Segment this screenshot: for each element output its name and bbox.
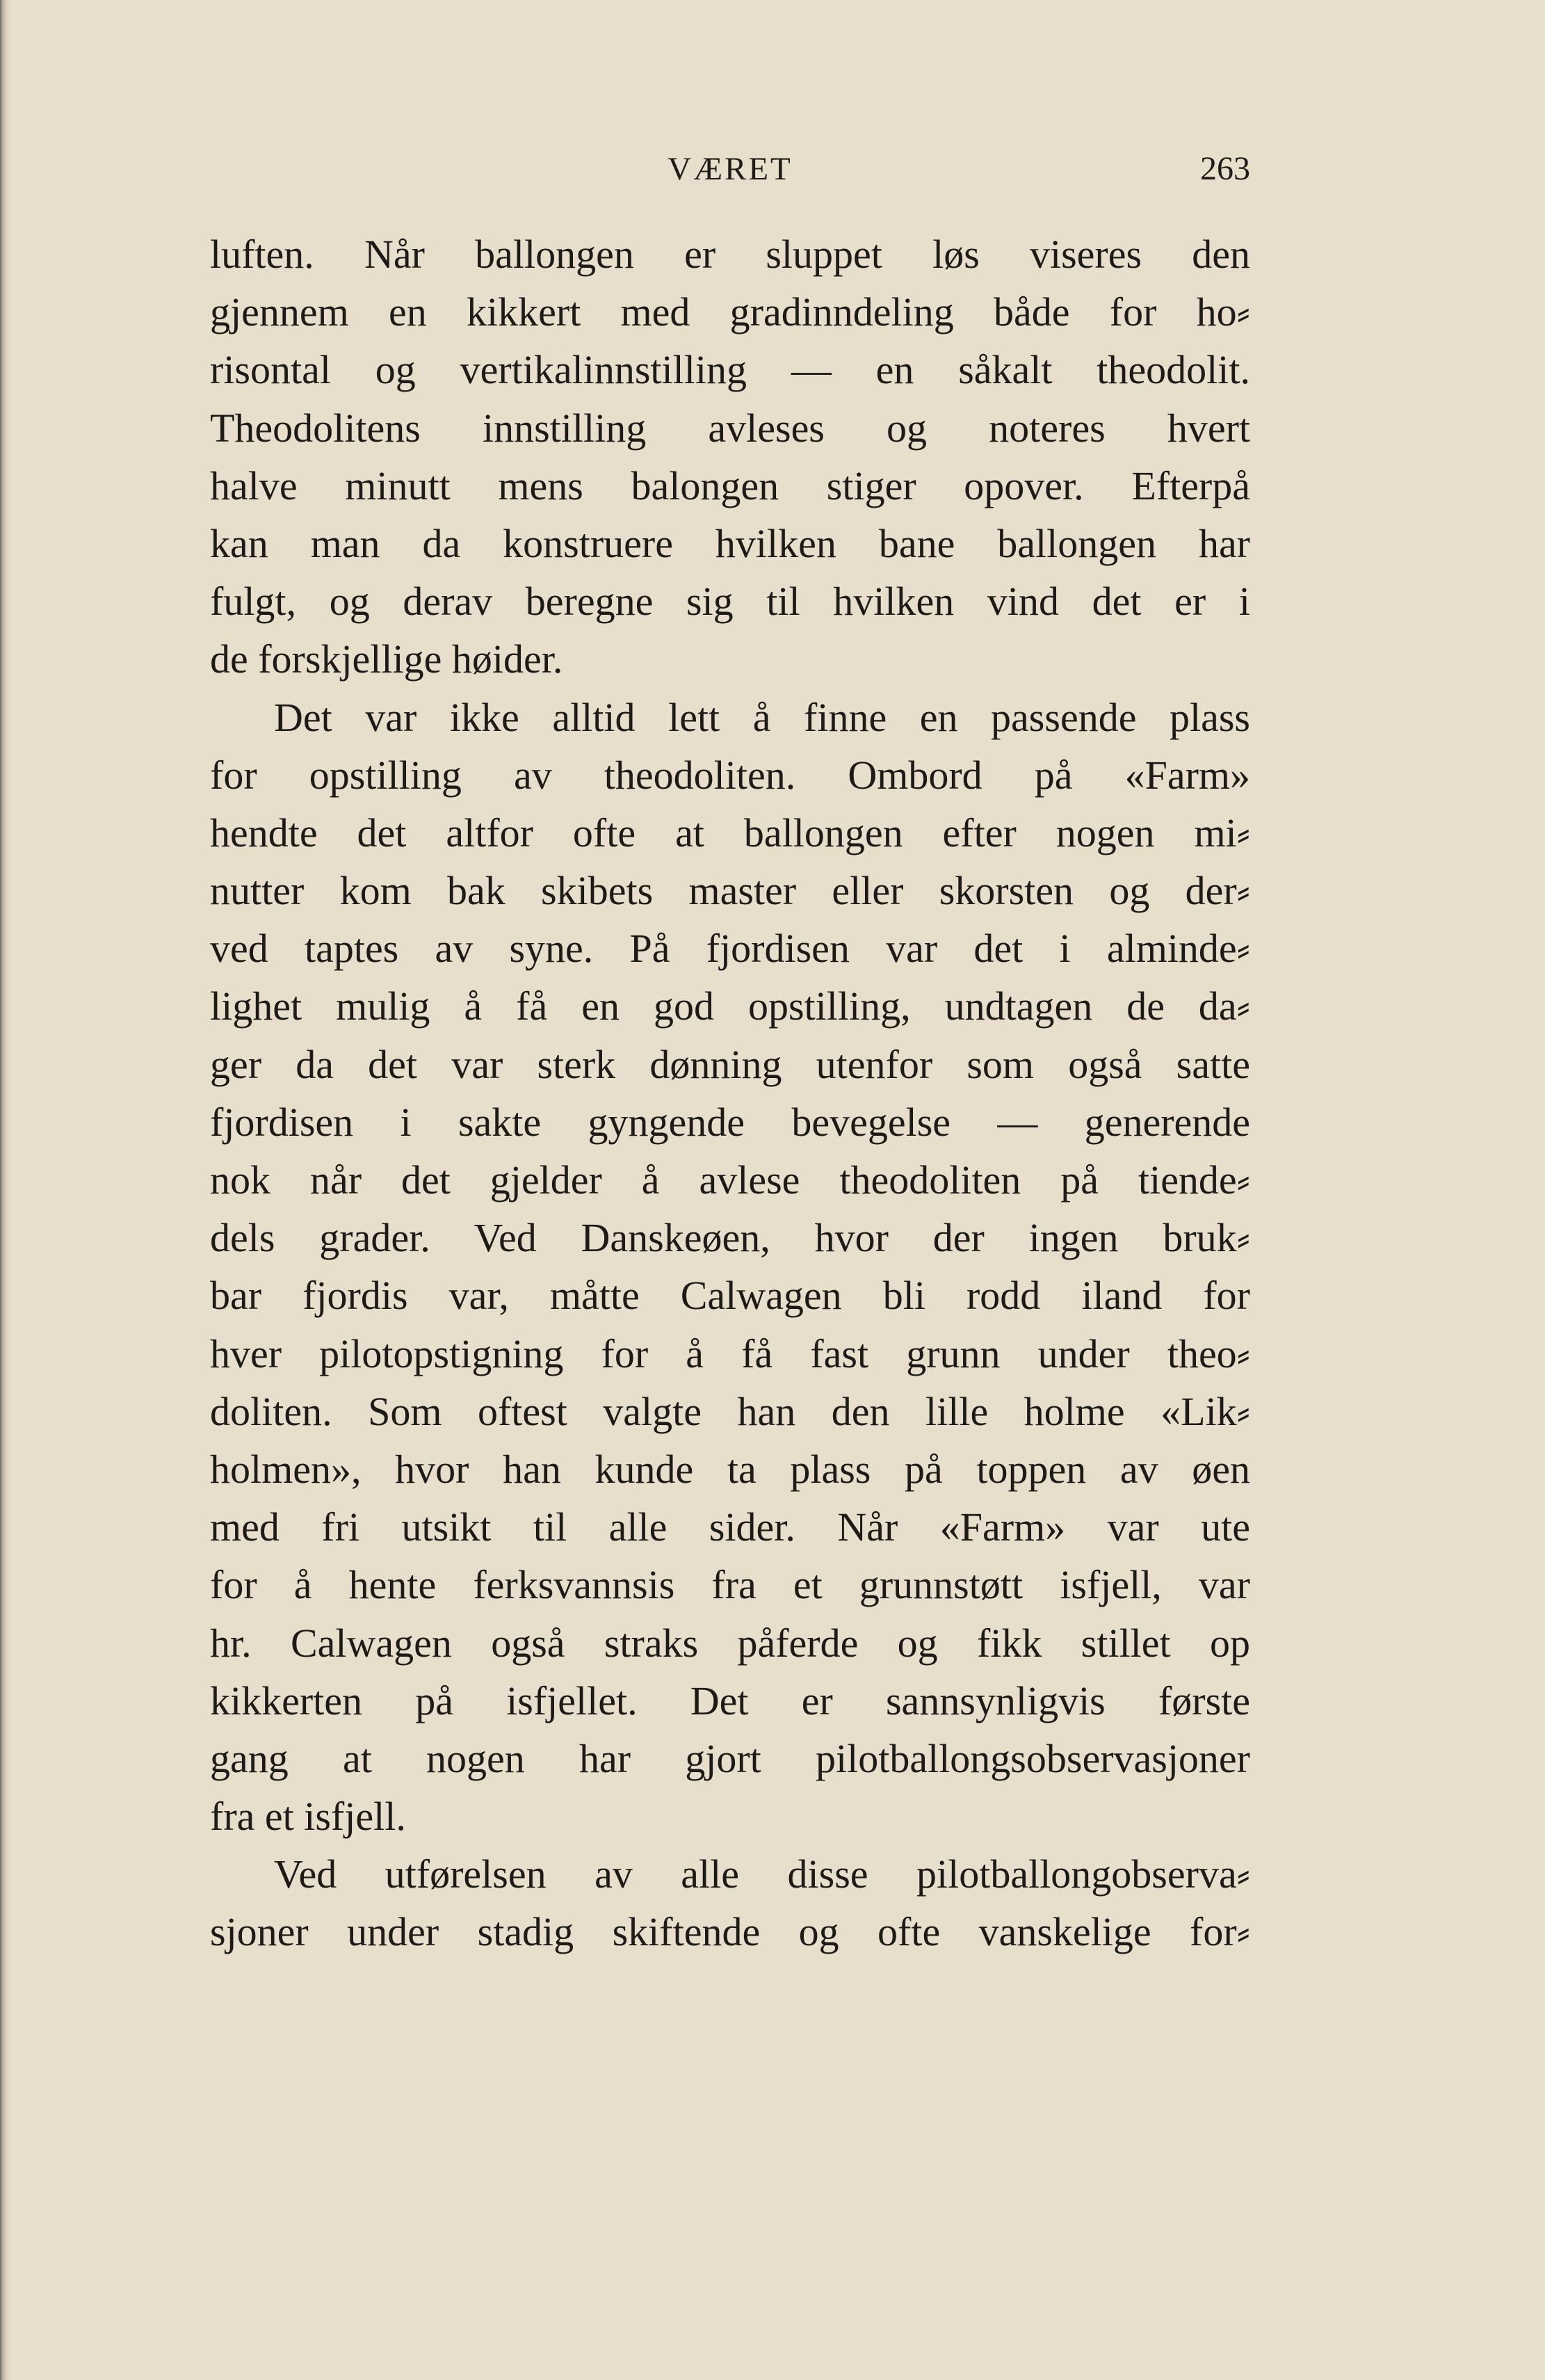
page-header — [210, 145, 1250, 193]
text-line: hr. Calwagen også straks påferde og fikk stillet op — [210, 1620, 1250, 1666]
text-line: luften. Når ballongen er sluppet løs viseres den — [210, 232, 1250, 277]
text-line: ved taptes av syne. På fjordisen var det i alminde⸗ — [210, 926, 1250, 972]
text-line: lighet mulig å få en god opstilling, undtagen de da⸗ — [210, 983, 1250, 1029]
text-line: risontal og vertikalinnstilling — en såkalt theodolit. — [210, 347, 1250, 393]
text-line: fra et isfjell. — [210, 1794, 406, 1840]
text-line: sjoner under stadig skiftende og ofte vanskelige for⸗ — [210, 1909, 1250, 1955]
text-line: Theodolitens innstilling avleses og noteres hvert — [210, 405, 1250, 451]
page-edge-shadow — [0, 0, 11, 2380]
text-line: hendte det altfor ofte at ballongen efter nogen mi⸗ — [210, 810, 1250, 855]
text-line: doliten. Som oftest valgte han den lille holme «Lik⸗ — [210, 1388, 1250, 1434]
text-line: for å hente ferksvannsis fra et grunnstøtt isfjell, var — [210, 1562, 1250, 1608]
text-line: Det var ikke alltid lett å finne en passende plass — [274, 694, 1250, 740]
text-line: kan man da konstruere hvilken bane ballongen har — [210, 520, 1250, 566]
text-line: nok når det gjelder å avlese theodoliten på tiende⸗ — [210, 1157, 1250, 1203]
text-line: ger da det var sterk dønning utenfor som også satte — [210, 1041, 1250, 1087]
text-line: med fri utsikt til alle sider. Når «Farm» var ute — [210, 1504, 1250, 1550]
running-title: VÆRET — [668, 151, 793, 187]
text-line: de forskjellige høider. — [210, 636, 563, 682]
text-line: fulgt, og derav beregne sig til hvilken vind det er i — [210, 579, 1250, 625]
text-line: gjennem en kikkert med gradinndeling både for ho⸗ — [210, 289, 1250, 335]
text-line: halve minutt mens balongen stiger opover. Efterpå — [210, 463, 1250, 508]
page-number: 263 — [1200, 150, 1250, 187]
text-line: dels grader. Ved Danskeøen, hvor der ingen bruk⸗ — [210, 1215, 1250, 1261]
text-line: holmen», hvor han kunde ta plass på toppen av øen — [210, 1446, 1250, 1492]
text-line: nutter kom bak skibets master eller skorsten og der⸗ — [210, 868, 1250, 914]
text-line: hver pilotopstigning for å få fast grunn under theo⸗ — [210, 1330, 1250, 1376]
text-line: bar fjordis var, måtte Calwagen bli rodd iland for — [210, 1273, 1250, 1319]
text-line: kikkerten på isfjellet. Det er sannsynligvis første — [210, 1678, 1250, 1723]
body-text — [210, 225, 1250, 1961]
text-line: fjordisen i sakte gyngende bevegelse — generende — [210, 1099, 1250, 1145]
text-line: Ved utførelsen av alle disse pilotballongobserva⸗ — [274, 1851, 1250, 1897]
text-line: gang at nogen har gjort pilotballongsobservasjoner — [210, 1735, 1250, 1781]
text-line: for opstilling av theodoliten. Ombord på «Farm» — [210, 752, 1250, 798]
